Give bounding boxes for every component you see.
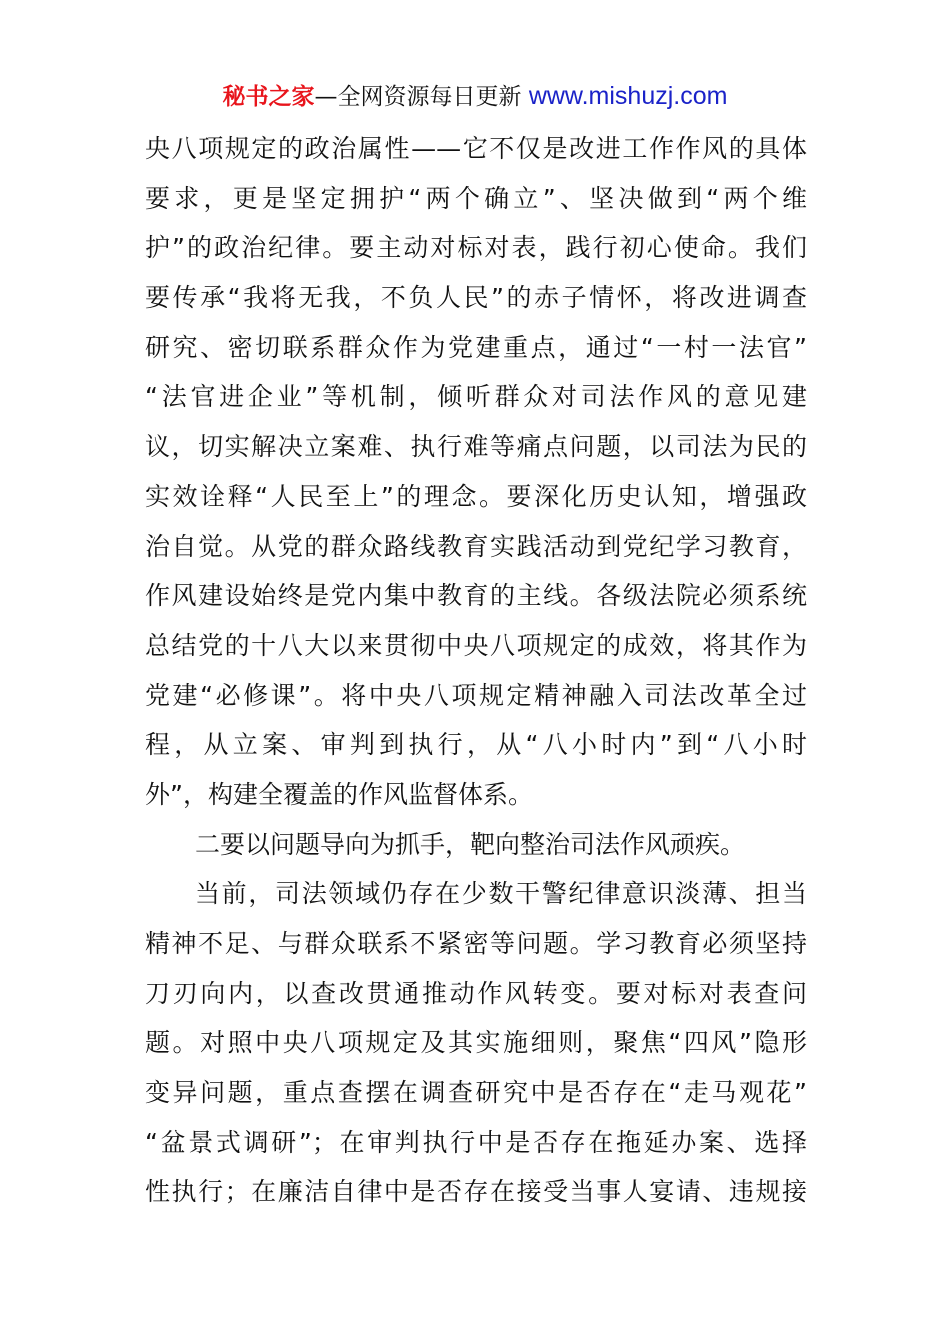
text-line: 治自觉。从党的群众路线教育实践活动到党纪学习教育， [145, 531, 807, 561]
text-line: 性执行；在廉洁自律中是否存在接受当事人宴请、违规接 [145, 1177, 807, 1207]
text-line: 程，从立案、审判到执行，从“八小时内”到“八小时 [145, 730, 807, 760]
text-line: 议，切实解决立案难、执行难等痛点问题，以司法为民的 [145, 432, 807, 462]
text-line: 党建“必修课”。将中央八项规定精神融入司法改革全过 [145, 680, 807, 710]
text-line: 题。对照中央八项规定及其实施细则，聚焦“四风”隐形 [145, 1028, 807, 1058]
text-line: 总结党的十八大以来贯彻中央八项规定的成效，将其作为 [145, 630, 807, 660]
brand-name: 秘书之家 [222, 84, 315, 110]
page-header [0, 80, 950, 113]
text-line: 外”，构建全覆盖的作风监督体系。 [145, 779, 533, 809]
text-line: 作风建设始终是党内集中教育的主线。各级法院必须系统 [145, 581, 807, 611]
text-line: “法官进企业”等机制，倾听群众对司法作风的意见建 [145, 382, 807, 412]
section-heading: 二要以问题导向为抓手，靶向整治司法作风顽疾。 [195, 829, 746, 859]
text-line: 变异问题，重点查摆在调查研究中是否存在“走马观花” [145, 1078, 807, 1108]
text-line: 要传承“我将无我，不负人民”的赤子情怀，将改进调查 [145, 283, 807, 313]
document-body [145, 124, 807, 1217]
site-url[interactable]: www.mishuzj.com [528, 82, 728, 110]
text-line: 要求，更是坚定拥护“两个确立”、坚决做到“两个维 [145, 183, 807, 213]
header-tagline: —全网资源每日更新 [314, 84, 522, 110]
text-line: 央八项规定的政治属性——它不仅是改进工作作风的具体 [145, 134, 807, 163]
text-line: 护”的政治纪律。要主动对标对表，践行初心使命。我们 [145, 233, 807, 263]
text-line: 实效诠释“人民至上”的理念。要深化历史认知，增强政 [145, 481, 807, 511]
text-line: “盆景式调研”；在审判执行中是否存在拖延办案、选择 [145, 1127, 807, 1157]
text-line: 当前，司法领域仍存在少数干警纪律意识淡薄、担当 [195, 879, 807, 909]
text-line: 刀刃向内，以查改贯通推动作风转变。要对标对表查问 [145, 978, 807, 1008]
text-line: 精神不足、与群众联系不紧密等问题。学习教育必须坚持 [145, 929, 807, 958]
text-line: 研究、密切联系群众作为党建重点，通过“一村一法官” [145, 332, 807, 362]
